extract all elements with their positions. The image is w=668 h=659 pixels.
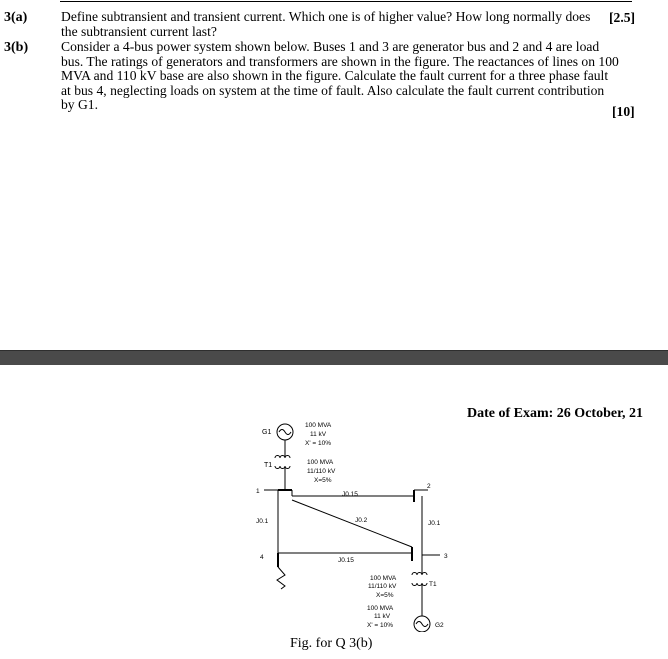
exam-date: Date of Exam: 26 October, 21: [467, 406, 644, 421]
g2-rating-1: 100 MVA: [367, 605, 394, 612]
t1-bottom-rating-3: X=5%: [376, 592, 394, 599]
question-3b-number: 3(b): [4, 40, 29, 55]
t1-top-winding-2: [275, 466, 290, 469]
page-separator: [0, 351, 668, 365]
g1-wave-icon: [279, 430, 291, 435]
fault-symbol-icon: [277, 567, 285, 589]
figure-caption: Fig. for Q 3(b): [290, 636, 373, 651]
line-1-3-label: J0.2: [355, 517, 368, 524]
g1-rating-1: 100 MVA: [305, 422, 332, 429]
question-3b-marks: [10]: [612, 104, 635, 119]
g1-label: G1: [262, 429, 272, 436]
g1-rating-3: X' = 10%: [305, 440, 331, 447]
t1-top-rating-3: X=5%: [314, 477, 332, 484]
question-3a-number: 3(a): [4, 10, 28, 25]
t1-bottom-rating-1: 100 MVA: [370, 575, 397, 582]
t1-bottom-winding-2: [412, 583, 427, 586]
top-rule: [60, 1, 632, 2]
t1-bottom-rating-2: 11/110 kV: [368, 583, 397, 590]
question-3a-text: Define subtransient and transient current. Which one is of higher value? How long normally does the subtransient current last?: [61, 9, 591, 39]
t1-top-label: T1: [264, 462, 273, 469]
t1-top-winding-1: [275, 456, 290, 459]
t1-top-rating-2: 11/110 kV: [307, 468, 336, 475]
line-4-3-label: J0.15: [338, 557, 354, 564]
g2-rating-3: X' = 10%: [367, 622, 393, 629]
bus-3-label: 3: [444, 553, 448, 560]
g2-rating-2: 11 kV: [374, 613, 391, 620]
power-system-diagram: [250, 410, 460, 632]
line-1-3: [292, 500, 412, 547]
bus-1-label: 1: [256, 488, 260, 495]
bus-4-label: 4: [260, 554, 264, 561]
t1-bottom-winding-1: [412, 573, 427, 576]
g1-rating-2: 11 kV: [310, 431, 327, 438]
t1-top-rating-1: 100 MVA: [307, 459, 334, 466]
t1-bottom-label: T1: [429, 581, 437, 588]
question-3b-text: Consider a 4-bus power system shown below. Buses 1 and 3 are generator bus and 2 and 4 are load bus. The ratings of generators and transformers are shown in the figure. The reactances of lines on 100 MVA and 110 kV base are also shown in the figure. Calculate the fault current for a three phase fault at bus 4, neglecting loads on system at the time of fault. Also calculate the fault current contribution by G1.: [61, 39, 619, 113]
line-2-3-label: J0.1: [428, 520, 441, 527]
g2-wave-icon: [416, 622, 428, 627]
line-1-4-label: J0.1: [256, 518, 269, 525]
g2-label: G2: [435, 622, 444, 629]
question-3a-marks: [2.5]: [609, 10, 636, 25]
line-1-2-label: J0.15: [342, 491, 358, 498]
bus-2-label: 2: [427, 483, 431, 490]
